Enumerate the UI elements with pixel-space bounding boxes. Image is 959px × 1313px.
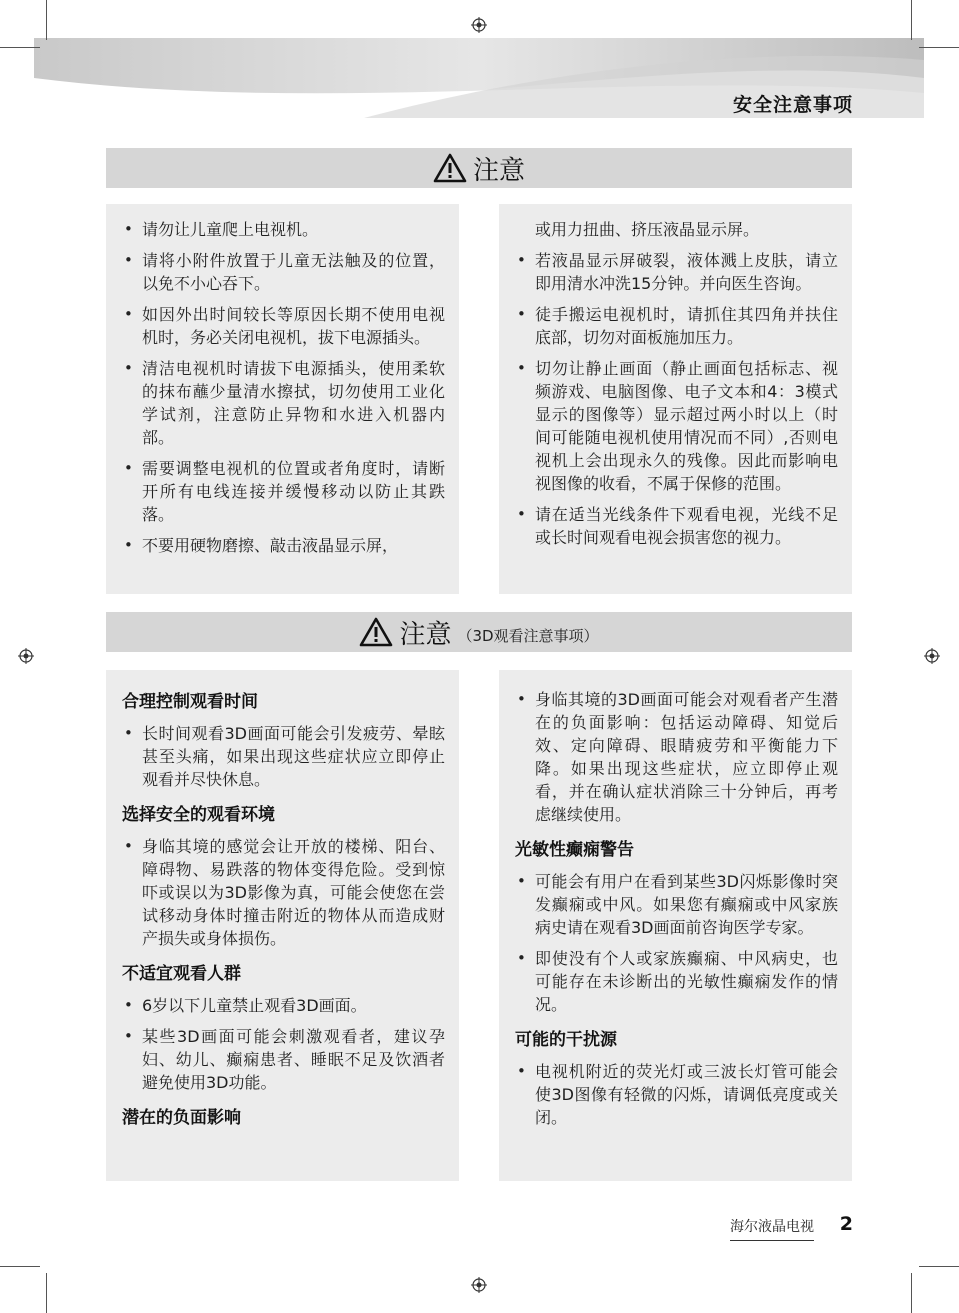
crop-mark xyxy=(911,1273,912,1313)
list-item: • 身临其境的3D画面可能会对观看者产生潜在的负面影响：包括运动障碍、知觉后效、定向障碍、眼睛疲劳和平衡能力下降。如果出现这些症状，应立即停止观看，并在确认症状消除三十分钟后，再考虑继续使用。 xyxy=(515,688,838,826)
list-item: • 需要调整电视机的位置或者角度时，请断开所有电线连接并缓慢移动以防止其跌落。 xyxy=(122,457,445,526)
caution-right-panel xyxy=(499,204,852,594)
warning-triangle-icon xyxy=(433,153,467,183)
list-item: • 请在适当光线条件下观看电视，光线不足或长时间观看电视会损害您的视力。 xyxy=(515,503,838,549)
caution-title: 注意 xyxy=(472,155,525,186)
subheading: 合理控制观看时间 xyxy=(122,692,258,712)
list-item: • 徒手搬运电视机时，请抓住其四角并扶住底部，切勿对面板施加压力。 xyxy=(515,303,838,349)
list-item: • 如因外出时间较长等原因长期不使用电视机时，务必关闭电视机，拔下电源插头。 xyxy=(122,303,445,349)
footer-product-label: 海尔液晶电视 xyxy=(730,1216,814,1241)
list-item: • 某些3D画面可能会刺激观看者，建议孕妇、幼儿、癫痫患者、睡眠不足及饮酒者避免使用3D功能。 xyxy=(122,1025,445,1094)
list-item: • 请将小附件放置于儿童无法触及的位置，以免不小心吞下。 xyxy=(122,249,445,295)
caution-left-panel xyxy=(106,204,459,594)
list-item: • 不要用硬物磨擦、敲击液晶显示屏， xyxy=(122,534,445,557)
caution-right-list xyxy=(515,218,838,549)
list-item: • 身临其境的感觉会让开放的楼梯、阳台、障碍物、易跌落的物体变得危险。受到惊吓或误以为3D影像为真，可能会使您在尝试移动身体时撞击附近的物体从而造成财产损失或身体损伤。 xyxy=(122,835,445,950)
list-item: • 请勿让儿童爬上电视机。 xyxy=(122,218,445,241)
crop-mark xyxy=(0,1266,40,1267)
list-item-continuation: 或用力扭曲、挤压液晶显示屏。 xyxy=(535,220,760,239)
crop-mark xyxy=(46,0,47,40)
bullet-list xyxy=(515,1060,838,1129)
page-number: 2 xyxy=(839,1213,853,1235)
list-item: • 可能会有用户在看到某些3D闪烁影像时突发癫痫或中风。如果您有癫痫或中风家族病史请在观看3D画面前咨询医学专家。 xyxy=(515,870,838,939)
bullet-list xyxy=(122,994,445,1094)
crop-mark xyxy=(919,47,959,48)
page-header-title: 安全注意事项 xyxy=(732,94,853,116)
bullet-list xyxy=(122,835,445,950)
warning-triangle-icon xyxy=(359,617,393,647)
crop-mark xyxy=(46,1273,47,1313)
crop-mark xyxy=(911,0,912,40)
list-item: • 清洁电视机时请拔下电源插头，使用柔软的抹布蘸少量清水擦拭，切勿使用工业化学试剂，注意防止异物和水进入机器内部。 xyxy=(122,357,445,449)
list-item: • 即使没有个人或家族癫痫、中风病史，也可能存在未诊断出的光敏性癫痫发作的情况。 xyxy=(515,947,838,1016)
caution-section-header xyxy=(106,148,852,188)
list-item: • 电视机附近的荧光灯或三波长灯管可能会使3D图像有轻微的闪烁，请调低亮度或关闭。 xyxy=(515,1060,838,1129)
list-item: • 6岁以下儿童禁止观看3D画面。 xyxy=(122,994,445,1017)
registration-mark-icon xyxy=(924,648,940,664)
caution-3d-left-panel xyxy=(106,670,459,1181)
bullet-list xyxy=(122,722,445,791)
crop-mark xyxy=(0,47,40,48)
subheading: 不适宜观看人群 xyxy=(122,964,241,984)
registration-mark-icon xyxy=(471,17,487,33)
caution-3d-subtitle: （3D观看注意事项） xyxy=(457,626,599,645)
list-item: • 若液晶显示屏破裂，液体溅上皮肤，请立即用清水冲洗15分钟。并向医生咨询。 xyxy=(515,249,838,295)
caution-left-list xyxy=(122,218,445,557)
caution-3d-section-header xyxy=(106,612,852,652)
list-item: • 切勿让静止画面（静止画面包括标志、视频游戏、电脑图像、电子文本和4：3模式显示的图像等）显示超过两小时以上（时间可能随电视机使用情况而不同）,否则电视机上会出现永久的残像。因此而影响电视图像的收看，不属于保修的范围。 xyxy=(515,357,838,495)
bullet-list xyxy=(515,688,838,826)
registration-mark-icon xyxy=(471,1277,487,1293)
crop-mark xyxy=(919,1266,959,1267)
subheading: 选择安全的观看环境 xyxy=(122,805,275,825)
subheading: 可能的干扰源 xyxy=(515,1030,617,1050)
registration-mark-icon xyxy=(18,648,34,664)
subheading: 潜在的负面影响 xyxy=(122,1108,241,1128)
subheading: 光敏性癫痫警告 xyxy=(515,840,634,860)
caution-3d-title: 注意 xyxy=(399,619,452,650)
list-item: • 长时间观看3D画面可能会引发疲劳、晕眩甚至头痛，如果出现这些症状应立即停止观看并尽快休息。 xyxy=(122,722,445,791)
caution-3d-right-panel xyxy=(499,670,852,1181)
bullet-list xyxy=(515,870,838,1016)
